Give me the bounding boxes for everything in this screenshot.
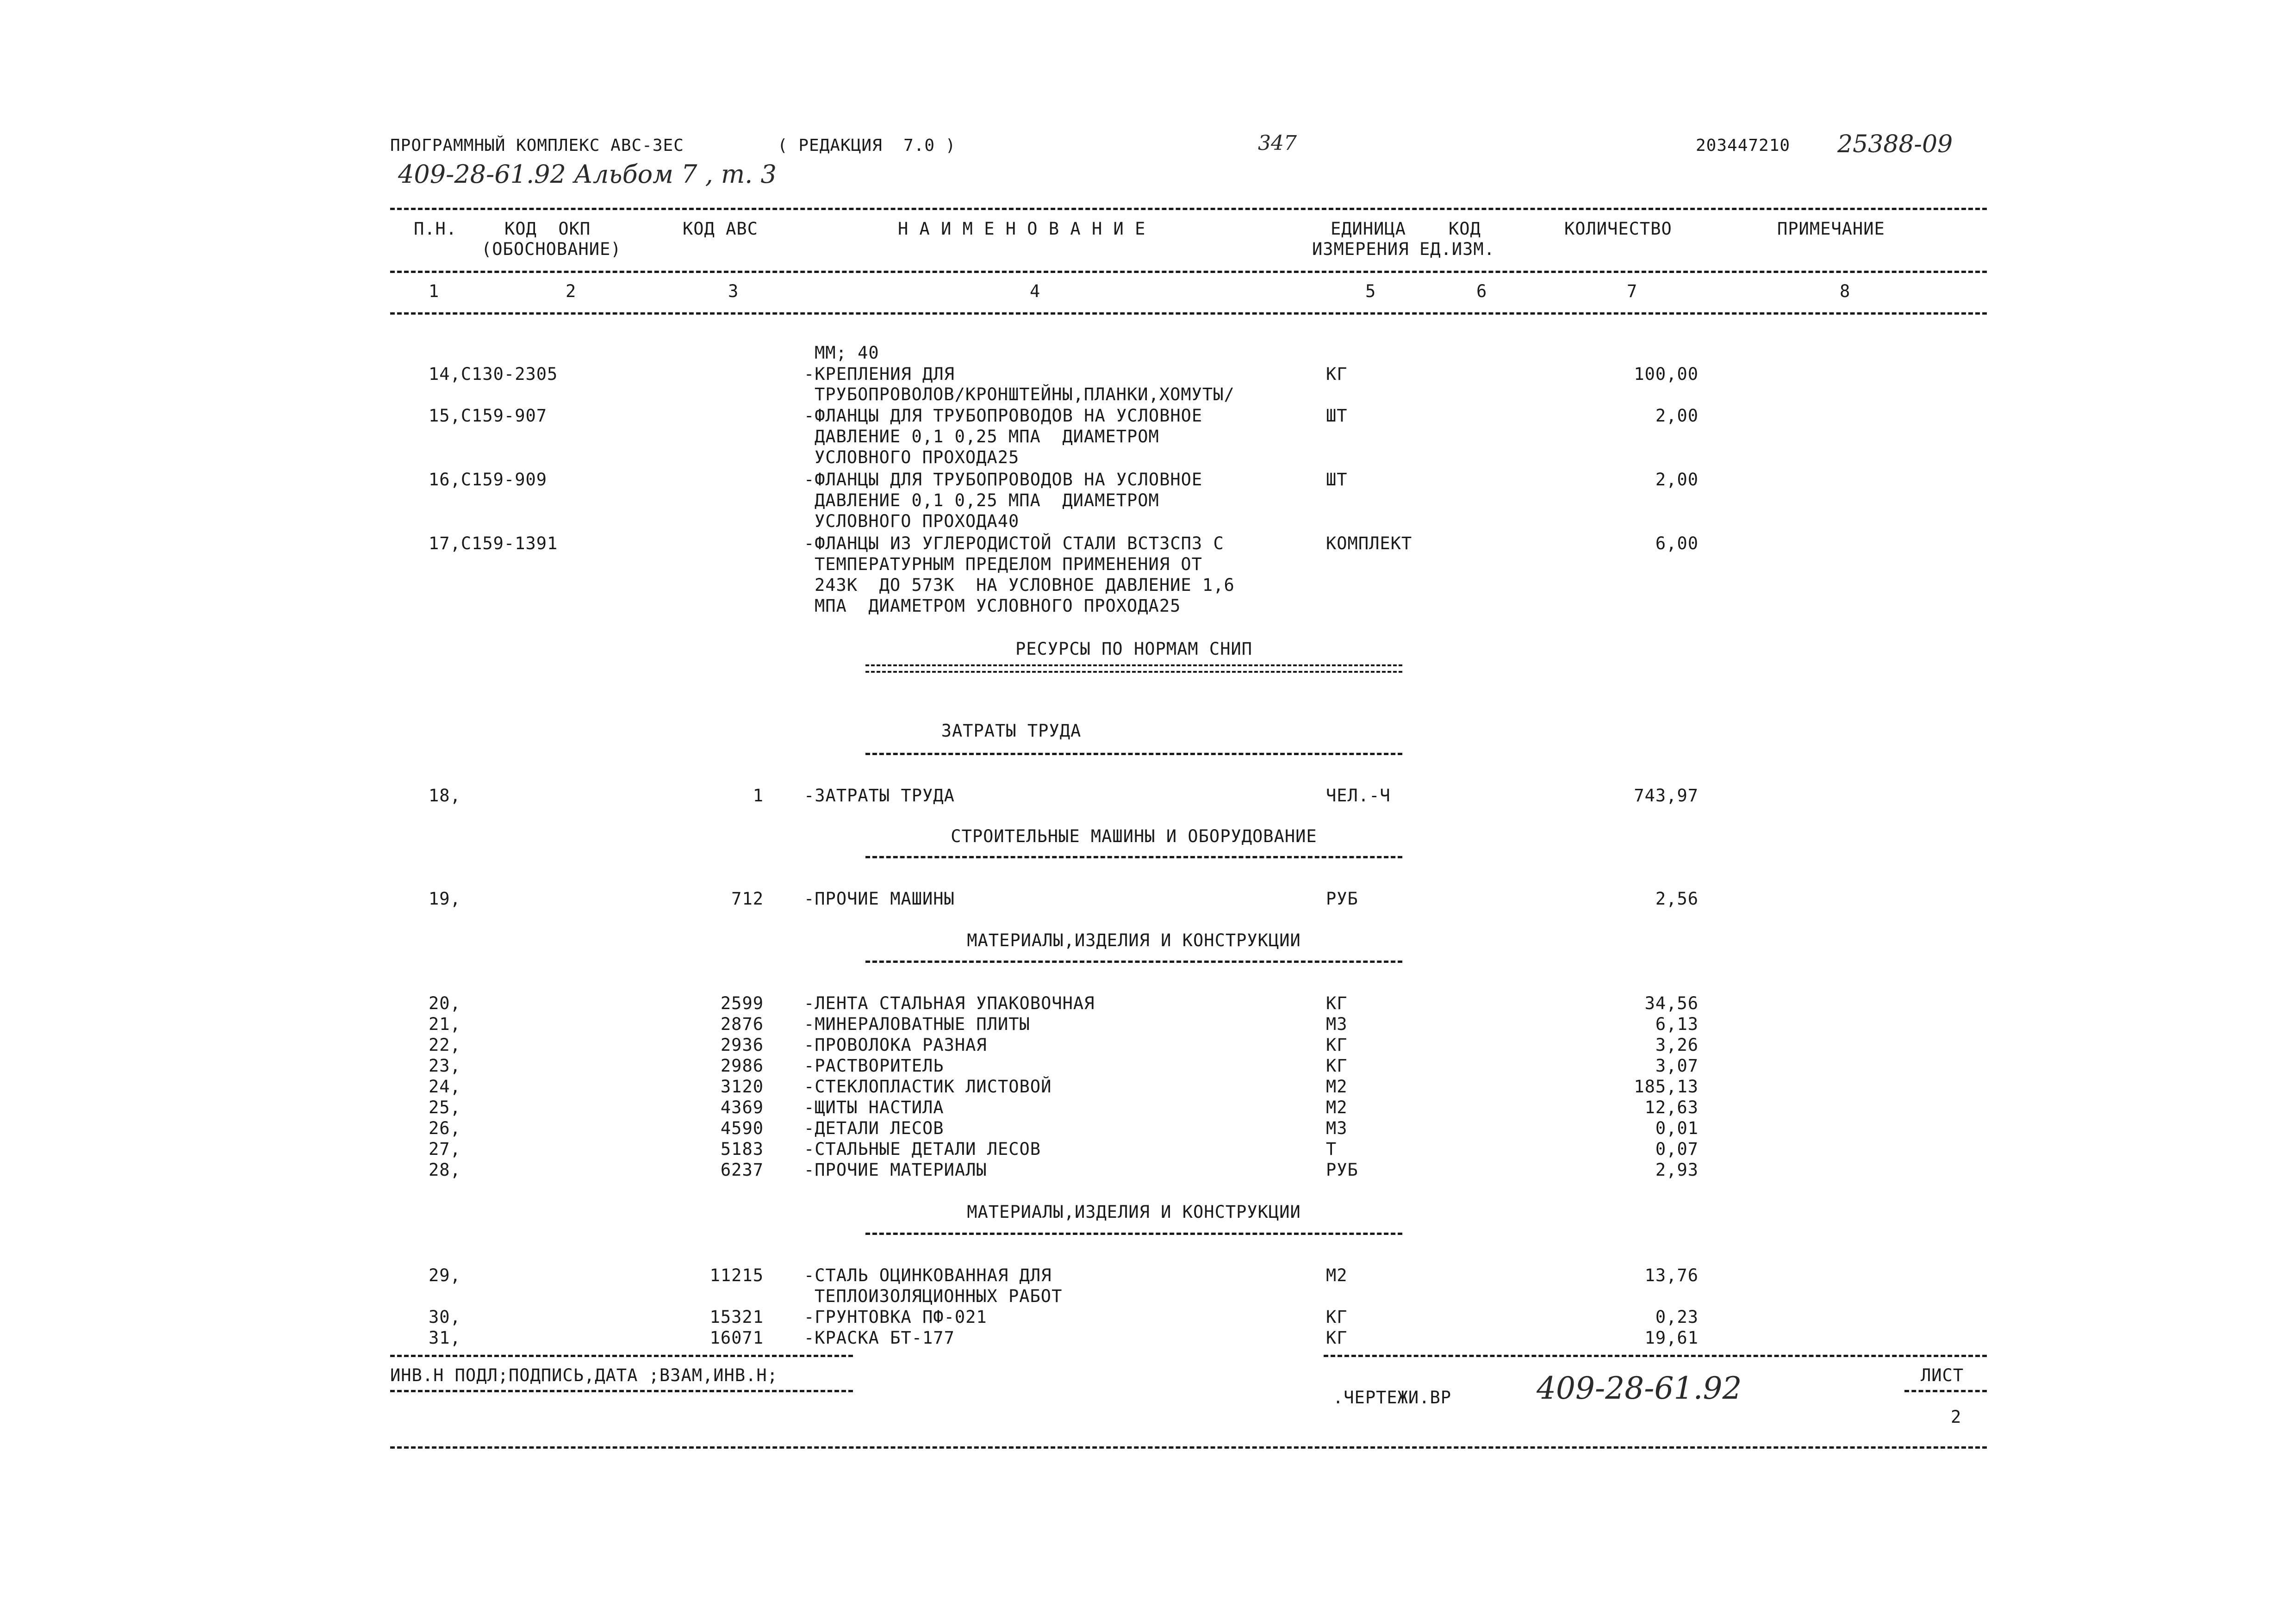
row-pn: 20,: [429, 993, 461, 1013]
drawings-label: .ЧЕРТЕЖИ.ВР: [1333, 1388, 1452, 1407]
page-number: 347: [1258, 131, 1297, 155]
col-okp-header: КОД ОКП: [504, 219, 591, 239]
handwritten-number: 25388-09: [1837, 130, 1953, 158]
row-qty: 19,61: [1644, 1328, 1699, 1348]
row-code: 4590: [720, 1118, 764, 1138]
col-num-4: 4: [1030, 281, 1041, 301]
col-unit-subheader: ИЗМЕРЕНИЯ: [1312, 239, 1409, 259]
row-name: -ФЛАНЦЫ ДЛЯ ТРУБОПРОВОДОВ НА УСЛОВНОЕ: [804, 406, 1203, 426]
row-name-cont: УСЛОВНОГО ПРОХОДА40: [815, 511, 1020, 531]
pre-line: ММ; 40: [815, 343, 879, 363]
row-code: 2986: [720, 1056, 764, 1076]
stamp-bottom-rule: [390, 1446, 1987, 1449]
row-unit: КГ: [1326, 364, 1348, 384]
handwritten-album: 409-28-61.92 Альбом 7 , т. 3: [398, 160, 777, 189]
row-name: -КРЕПЛЕНИЯ ДЛЯ: [804, 364, 955, 384]
handwritten-drawing-code: 409-28-61.92: [1537, 1370, 1742, 1406]
col-num-1: 1: [429, 281, 440, 301]
section-rule: [865, 753, 1402, 755]
col-abc-header: КОД АВС: [683, 219, 758, 239]
stamp-top-rule-left: [390, 1355, 853, 1357]
row-qty: 185,13: [1634, 1077, 1699, 1097]
row-name: -ПРОЧИЕ МАТЕРИАЛЫ: [804, 1160, 987, 1180]
row-unit: М2: [1326, 1077, 1348, 1097]
stamp-top-rule-right: [1324, 1355, 1987, 1357]
col-qty-header: КОЛИЧЕСТВО: [1564, 219, 1672, 239]
row-qty: 34,56: [1644, 993, 1699, 1013]
row-name-cont: ТЕМПЕРАТУРНЫМ ПРЕДЕЛОМ ПРИМЕНЕНИЯ ОТ: [815, 554, 1202, 574]
row-name: -СТАЛЬ ОЦИНКОВАННАЯ ДЛЯ: [804, 1265, 1052, 1285]
edition-label: ( РЕДАКЦИЯ 7.0 ): [778, 136, 956, 155]
section-title-labor: ЗАТРАТЫ ТРУДА: [941, 721, 1082, 741]
row-pn: 18,: [429, 786, 461, 806]
row-code: 1: [753, 786, 764, 806]
row-name: -МИНЕРАЛОВАТНЫЕ ПЛИТЫ: [804, 1014, 1030, 1034]
row-qty: 13,76: [1644, 1265, 1699, 1285]
row-unit: М2: [1326, 1265, 1348, 1285]
row-unit: КГ: [1326, 1307, 1348, 1327]
row-code: 16071: [709, 1328, 764, 1348]
row-qty: 12,63: [1644, 1097, 1699, 1117]
table-header-rule: [390, 271, 1987, 273]
row-unit: РУБ: [1326, 889, 1358, 909]
row-unit: КГ: [1326, 993, 1348, 1013]
row-qty: 0,01: [1655, 1118, 1699, 1138]
document-code: 203447210: [1696, 136, 1791, 155]
row-unit: ШТ: [1326, 470, 1348, 490]
row-qty: 2,56: [1655, 889, 1699, 909]
col-okp-subheader: (ОБОСНОВАНИЕ): [481, 239, 622, 259]
section-title-materials-2: МАТЕРИАЛЫ,ИЗДЕЛИЯ И КОНСТРУКЦИИ: [967, 1202, 1301, 1222]
stamp-left-labels: ИНВ.Н ПОДЛ;ПОДПИСЬ,ДАТА ;ВЗАМ,ИНВ.Н;: [390, 1365, 778, 1385]
sheet-label: ЛИСТ: [1921, 1365, 1964, 1385]
col-num-3: 3: [728, 281, 739, 301]
row-name: -ЗАТРАТЫ ТРУДА: [804, 786, 955, 806]
row-name: -ДЕТАЛИ ЛЕСОВ: [804, 1118, 944, 1138]
col-num-6: 6: [1476, 281, 1487, 301]
row-unit: М3: [1326, 1118, 1348, 1138]
row-qty: 6,13: [1655, 1014, 1699, 1034]
section-rule: [865, 1233, 1402, 1235]
row-qty: 6,00: [1655, 533, 1699, 553]
table-numbers-rule: [390, 312, 1987, 315]
row-code: 6237: [720, 1160, 764, 1180]
row-pn: 26,: [429, 1118, 461, 1138]
program-title: ПРОГРАММНЫЙ КОМПЛЕКС АВС-3ЕС: [390, 136, 684, 155]
col-num-8: 8: [1840, 281, 1851, 301]
row-name: -ГРУНТОВКА ПФ-021: [804, 1307, 987, 1327]
row-unit: КГ: [1326, 1035, 1348, 1055]
row-pn: 24,: [429, 1077, 461, 1097]
row-code: 2599: [720, 993, 764, 1013]
row-name: -ЛЕНТА СТАЛЬНАЯ УПАКОВОЧНАЯ: [804, 993, 1095, 1013]
row-name: -СТЕКЛОПЛАСТИК ЛИСТОВОЙ: [804, 1077, 1052, 1097]
row-pn: 22,: [429, 1035, 461, 1055]
row-qty: 2,00: [1655, 470, 1699, 490]
col-unit-header: ЕДИНИЦА: [1331, 219, 1406, 239]
row-name-cont: УСЛОВНОГО ПРОХОДА25: [815, 447, 1020, 467]
section-title-resources: РЕСУРСЫ ПО НОРМАМ СНИП: [1015, 639, 1253, 659]
row-unit: КГ: [1326, 1056, 1348, 1076]
section-rule: [865, 961, 1402, 963]
table-top-rule: [390, 208, 1987, 210]
row-pn: 17,С159-1391: [429, 533, 558, 553]
row-unit: КОМПЛЕКТ: [1326, 533, 1412, 553]
section-title-materials: МАТЕРИАЛЫ,ИЗДЕЛИЯ И КОНСТРУКЦИИ: [967, 930, 1301, 950]
col-note-header: ПРИМЕЧАНИЕ: [1777, 219, 1885, 239]
row-pn: 28,: [429, 1160, 461, 1180]
row-qty: 3,26: [1655, 1035, 1699, 1055]
row-pn: 19,: [429, 889, 461, 909]
row-qty: 3,07: [1655, 1056, 1699, 1076]
col-num-7: 7: [1627, 281, 1638, 301]
row-name: -ЩИТЫ НАСТИЛА: [804, 1097, 944, 1117]
row-pn: 15,С159-907: [429, 406, 548, 426]
row-name: -ПРОЧИЕ МАШИНЫ: [804, 889, 955, 909]
row-code: 2936: [720, 1035, 764, 1055]
row-qty: 0,23: [1655, 1307, 1699, 1327]
row-code: 15321: [709, 1307, 764, 1327]
row-code: 11215: [709, 1265, 764, 1285]
row-name: -ПРОВОЛОКА РАЗНАЯ: [804, 1035, 987, 1055]
row-unit: КГ: [1326, 1328, 1348, 1348]
row-pn: 29,: [429, 1265, 461, 1285]
col-unitcode-subheader: ЕД.ИЗМ.: [1419, 239, 1495, 259]
row-name: -РАСТВОРИТЕЛЬ: [804, 1056, 944, 1076]
col-unitcode-header: КОД: [1449, 219, 1481, 239]
row-code: 3120: [720, 1077, 764, 1097]
sheet-number: 2: [1951, 1407, 1962, 1427]
row-qty: 743,97: [1634, 786, 1699, 806]
row-code: 4369: [720, 1097, 764, 1117]
col-name-header: Н А И М Е Н О В А Н И Е: [898, 219, 1146, 239]
row-name-cont: ТЕПЛОИЗОЛЯЦИОННЫХ РАБОТ: [815, 1286, 1063, 1306]
section-title-machines: СТРОИТЕЛЬНЫЕ МАШИНЫ И ОБОРУДОВАНИЕ: [951, 826, 1317, 846]
row-name: -ФЛАНЦЫ ДЛЯ ТРУБОПРОВОДОВ НА УСЛОВНОЕ: [804, 470, 1203, 490]
sheet-rule: [1904, 1390, 1987, 1392]
row-pn: 25,: [429, 1097, 461, 1117]
row-pn: 21,: [429, 1014, 461, 1034]
row-name: -СТАЛЬНЫЕ ДЕТАЛИ ЛЕСОВ: [804, 1139, 1041, 1159]
row-pn: 16,С159-909: [429, 470, 548, 490]
row-pn: 23,: [429, 1056, 461, 1076]
row-unit: ЧЕЛ.-Ч: [1326, 786, 1391, 806]
col-num-2: 2: [566, 281, 577, 301]
row-name-cont: ДАВЛЕНИЕ 0,1 0,25 МПА ДИАМЕТРОМ: [815, 490, 1159, 510]
col-num-5: 5: [1365, 281, 1376, 301]
row-name: -КРАСКА БТ-177: [804, 1328, 955, 1348]
row-code: 5183: [720, 1139, 764, 1159]
row-unit: Т: [1326, 1139, 1337, 1159]
section-rule: [865, 856, 1402, 858]
row-unit: М3: [1326, 1014, 1348, 1034]
section-double-rule: [865, 664, 1402, 673]
row-pn: 14,С130-2305: [429, 364, 558, 384]
row-qty: 2,00: [1655, 406, 1699, 426]
row-name-cont: МПА ДИАМЕТРОМ УСЛОВНОГО ПРОХОДА25: [815, 596, 1181, 616]
col-pn-header: П.Н.: [414, 219, 457, 239]
row-qty: 100,00: [1634, 364, 1699, 384]
row-name-cont: ТРУБОПРОВОЛОВ/КРОНШТЕЙНЫ,ПЛАНКИ,ХОМУТЫ/: [815, 384, 1235, 404]
row-code: 712: [731, 889, 764, 909]
row-pn: 30,: [429, 1307, 461, 1327]
row-name: -ФЛАНЦЫ ИЗ УГЛЕРОДИСТОЙ СТАЛИ ВСТ3СП3 С: [804, 533, 1224, 553]
row-unit: РУБ: [1326, 1160, 1358, 1180]
row-unit: ШТ: [1326, 406, 1348, 426]
row-code: 2876: [720, 1014, 764, 1034]
row-unit: М2: [1326, 1097, 1348, 1117]
row-pn: 27,: [429, 1139, 461, 1159]
row-name-cont: ДАВЛЕНИЕ 0,1 0,25 МПА ДИАМЕТРОМ: [815, 427, 1159, 446]
row-pn: 31,: [429, 1328, 461, 1348]
row-qty: 0,07: [1655, 1139, 1699, 1159]
stamp-mid-rule: [390, 1390, 853, 1392]
row-name-cont: 243К ДО 573К НА УСЛОВНОЕ ДАВЛЕНИЕ 1,6: [815, 575, 1235, 595]
row-qty: 2,93: [1655, 1160, 1699, 1180]
